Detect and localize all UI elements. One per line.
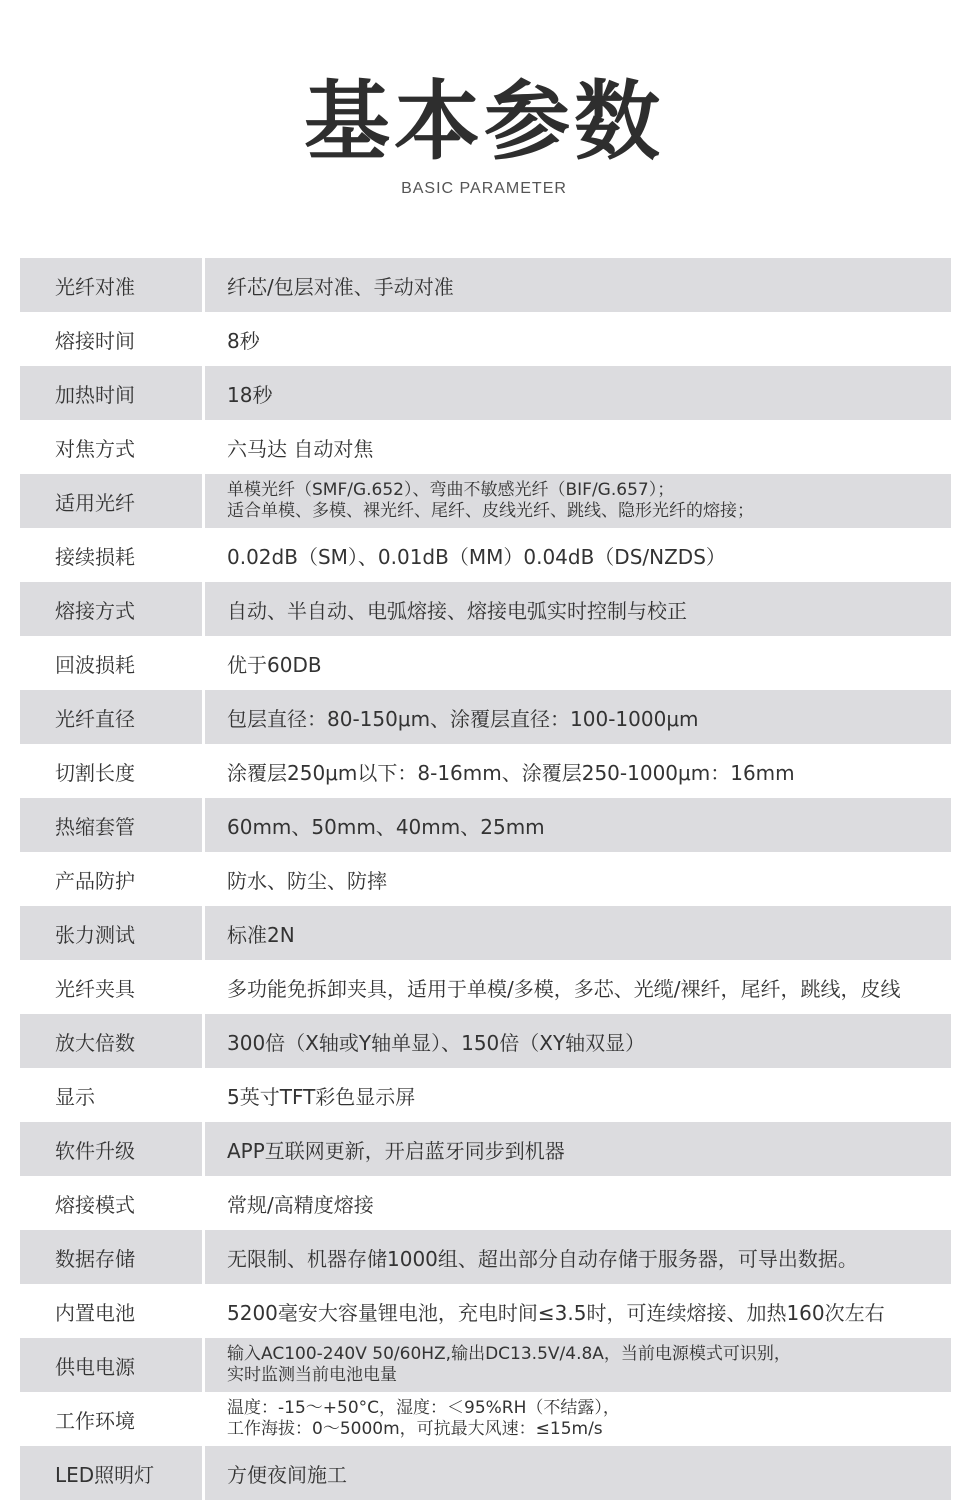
parameter-table [20, 258, 951, 1500]
row-label: 对焦方式 [55, 436, 135, 461]
row-value-line: 防水、防尘、防摔 [227, 868, 387, 893]
row-label: 数据存储 [55, 1246, 135, 1271]
row-value [205, 1014, 951, 1068]
row-label: 熔接时间 [55, 328, 135, 353]
row-value-line: 0.02dB（SM）、0.01dB（MM）0.04dB（DS/NZDS） [227, 544, 726, 569]
row-value [205, 312, 951, 366]
row-value-line: 包层直径：80-150μm、涂覆层直径：100-1000μm [227, 706, 699, 731]
row-label: 适用光纤 [55, 490, 135, 515]
page-title: 基本参数 [304, 72, 664, 172]
table-row [20, 1338, 951, 1392]
row-value [205, 1284, 951, 1338]
table-row [20, 1068, 951, 1122]
row-value-line: 300倍（X轴或Y轴单显）、150倍（XY轴双显） [227, 1030, 646, 1055]
row-label: LED照明灯 [55, 1462, 155, 1487]
row-value-line: 六马达 自动对焦 [227, 436, 374, 461]
row-label: 加热时间 [55, 382, 135, 407]
row-value [205, 582, 951, 636]
table-row [20, 528, 951, 582]
row-value-line: 无限制、机器存储1000组、超出部分自动存储于服务器，可导出数据。 [227, 1246, 858, 1271]
row-value-line: 8秒 [227, 328, 260, 353]
table-row [20, 1284, 951, 1338]
row-value [205, 906, 951, 960]
row-value-line: APP互联网更新，开启蓝牙同步到机器 [227, 1138, 565, 1163]
row-value [205, 366, 951, 420]
row-value [205, 1122, 951, 1176]
row-label: 热缩套管 [55, 814, 135, 839]
table-row [20, 582, 951, 636]
row-value [205, 1446, 951, 1500]
row-value [205, 528, 951, 582]
row-value [205, 960, 951, 1014]
table-row [20, 852, 951, 906]
row-value-line: 实时监测当前电池电量 [227, 1365, 397, 1385]
table-row [20, 1392, 951, 1446]
row-value [205, 852, 951, 906]
row-value [205, 798, 951, 852]
row-value-line: 输入AC100-240V 50/60HZ,输出DC13.5V/4.8A，当前电源模式可识别， [227, 1344, 791, 1364]
row-value-line: 自动、半自动、电弧熔接、熔接电弧实时控制与校正 [227, 598, 687, 623]
table-row [20, 1176, 951, 1230]
row-label: 光纤夹具 [55, 976, 135, 1001]
row-label: 光纤对准 [55, 274, 135, 299]
table-row [20, 906, 951, 960]
row-label: 切割长度 [55, 760, 135, 785]
table-row [20, 312, 951, 366]
table-row [20, 636, 951, 690]
row-value-line: 单模光纤（SMF/G.652）、弯曲不敏感光纤（BIF/G.657）； [227, 480, 675, 500]
table-row [20, 1230, 951, 1284]
row-value-line: 5200毫安大容量锂电池，充电时间≤3.5时，可连续熔接、加热160次左右 [227, 1300, 885, 1325]
row-value-line: 18秒 [227, 382, 273, 407]
row-label: 熔接模式 [55, 1192, 135, 1217]
row-value-line: 常规/高精度熔接 [227, 1192, 374, 1217]
row-value [205, 1176, 951, 1230]
row-value-line: 方便夜间施工 [227, 1462, 347, 1487]
row-label: 内置电池 [55, 1300, 135, 1325]
row-label: 张力测试 [55, 922, 135, 947]
row-value-line: 优于60DB [227, 652, 322, 677]
row-label: 回波损耗 [55, 652, 135, 677]
table-row [20, 1122, 951, 1176]
row-value [205, 258, 951, 312]
row-label: 接续损耗 [55, 544, 135, 569]
table-row [20, 420, 951, 474]
row-value [205, 636, 951, 690]
row-value [205, 744, 951, 798]
row-value-line: 适合单模、多模、裸光纤、尾纤、皮线光纤、跳线、隐形光纤的熔接； [227, 501, 754, 521]
row-value [205, 690, 951, 744]
row-value-line: 纤芯/包层对准、手动对准 [227, 274, 454, 299]
row-label: 供电电源 [55, 1354, 135, 1379]
row-value [205, 1392, 951, 1446]
row-value-line: 涂覆层250μm以下：8-16mm、涂覆层250-1000μm：16mm [227, 760, 795, 785]
row-value-line: 工作海拔：0～5000m，可抗最大风速：≤15m/s [227, 1419, 603, 1439]
row-label: 光纤直径 [55, 706, 135, 731]
row-value [205, 1068, 951, 1122]
row-label: 软件升级 [55, 1138, 135, 1163]
row-value [205, 474, 951, 528]
row-value-line: 5英寸TFT彩色显示屏 [227, 1084, 416, 1109]
row-value [205, 1230, 951, 1284]
row-label: 显示 [55, 1084, 95, 1109]
table-row [20, 474, 951, 528]
table-row [20, 744, 951, 798]
row-value-line: 多功能免拆卸夹具，适用于单模/多模，多芯、光缆/裸纤，尾纤，跳线，皮线 [227, 976, 901, 1001]
table-row [20, 1014, 951, 1068]
header [0, 0, 968, 258]
page-subtitle: BASIC PARAMETER [401, 180, 567, 197]
table-row [20, 798, 951, 852]
row-label: 产品防护 [55, 868, 135, 893]
row-label: 放大倍数 [55, 1030, 135, 1055]
row-value [205, 420, 951, 474]
table-row [20, 1446, 951, 1500]
row-label: 工作环境 [55, 1408, 135, 1433]
row-value-line: 60mm、50mm、40mm、25mm [227, 814, 545, 839]
table-row [20, 366, 951, 420]
row-value [205, 1338, 951, 1392]
row-value-line: 温度：-15～+50°C，湿度：＜95%RH（不结露）， [227, 1398, 620, 1418]
table-row [20, 960, 951, 1014]
table-row [20, 258, 951, 312]
row-label: 熔接方式 [55, 598, 135, 623]
table-row [20, 690, 951, 744]
row-value-line: 标准2N [227, 922, 295, 947]
